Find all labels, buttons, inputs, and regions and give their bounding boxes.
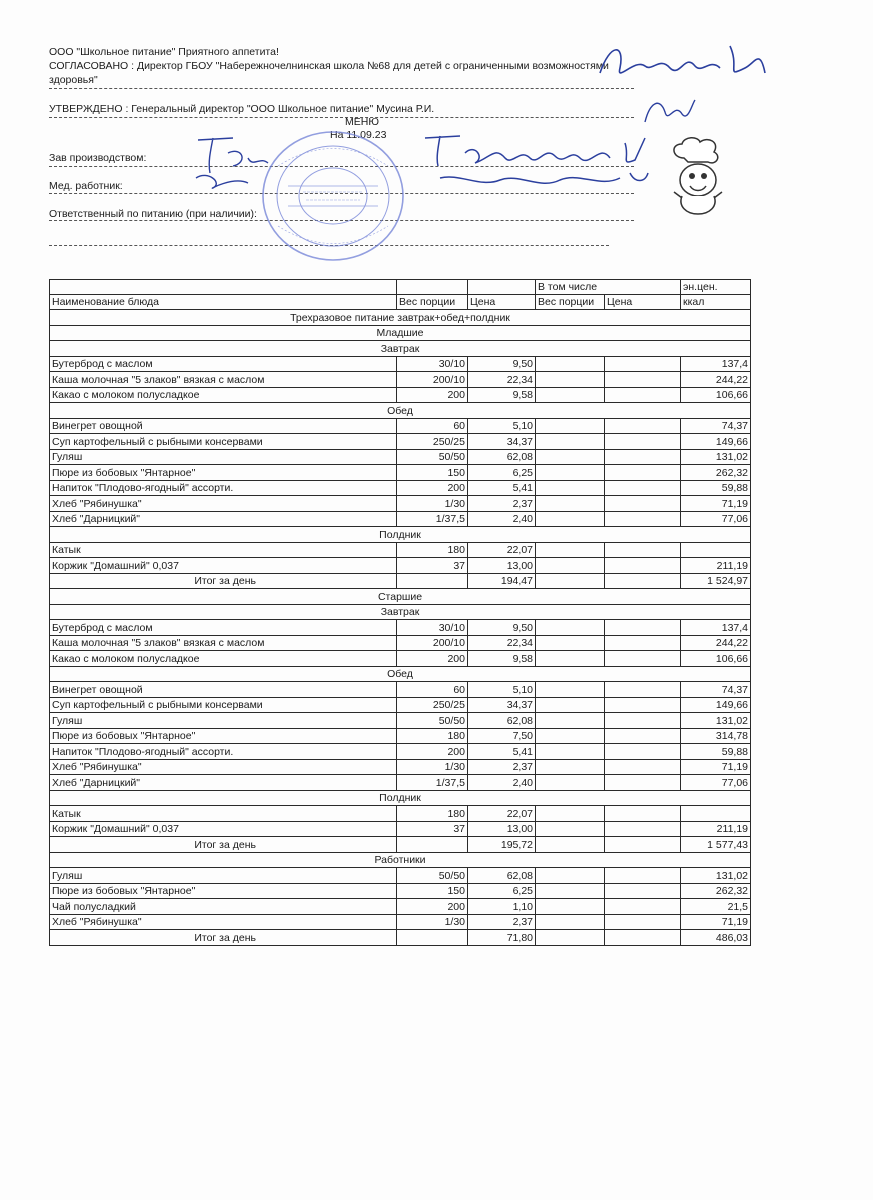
portion-weight: 1/30 <box>397 496 468 512</box>
total-price: 194,47 <box>468 573 536 589</box>
price: 5,10 <box>468 418 536 434</box>
energy-kcal: 149,66 <box>681 434 751 450</box>
including-portion <box>536 775 605 791</box>
including-price <box>605 697 681 713</box>
total-label: Итог за день <box>50 573 397 589</box>
dish-name: Гуляш <box>50 868 397 884</box>
portion-weight: 200 <box>397 480 468 496</box>
including-portion <box>536 620 605 636</box>
energy-kcal: 77,06 <box>681 775 751 791</box>
including-price <box>605 418 681 434</box>
header-including-portion: Вес порции <box>536 295 605 310</box>
including-portion <box>536 372 605 388</box>
including-price <box>605 465 681 481</box>
including-price <box>605 728 681 744</box>
dish-name: Какао с молоком полусладкое <box>50 387 397 403</box>
price: 6,25 <box>468 465 536 481</box>
price: 6,25 <box>468 883 536 899</box>
table-row <box>50 914 751 930</box>
portion-weight: 1/30 <box>397 759 468 775</box>
including-portion <box>536 465 605 481</box>
energy-kcal: 149,66 <box>681 697 751 713</box>
dish-name: Коржик "Домашний" 0,037 <box>50 821 397 837</box>
header-price-top <box>468 280 536 295</box>
including-price <box>605 480 681 496</box>
chef-mascot-logo <box>664 136 734 218</box>
dish-name: Хлеб "Дарницкий" <box>50 775 397 791</box>
including-price <box>605 511 681 527</box>
header-including-price: Цена <box>605 295 681 310</box>
including-price <box>605 883 681 899</box>
approved-line: УТВЕРЖДЕНО : Генеральный директор "ООО Школьное питание" Мусина Р.И. <box>49 103 435 115</box>
including-price <box>605 914 681 930</box>
energy-kcal: 262,32 <box>681 883 751 899</box>
including-portion <box>536 821 605 837</box>
including-portion <box>536 511 605 527</box>
total-portion <box>397 573 468 589</box>
meal-title-row <box>50 604 751 620</box>
divider <box>49 117 634 118</box>
including-portion <box>536 883 605 899</box>
energy-kcal: 131,02 <box>681 713 751 729</box>
energy-kcal: 71,19 <box>681 496 751 512</box>
portion-weight: 180 <box>397 542 468 558</box>
including-portion <box>536 806 605 822</box>
dish-name: Бутерброд с маслом <box>50 356 397 372</box>
energy-kcal: 314,78 <box>681 728 751 744</box>
total-portion <box>397 930 468 946</box>
production-manager-signature <box>420 128 660 198</box>
dish-name: Хлеб "Рябинушка" <box>50 496 397 512</box>
energy-kcal: 21,5 <box>681 899 751 915</box>
portion-weight: 50/50 <box>397 713 468 729</box>
price: 13,00 <box>468 821 536 837</box>
portion-weight: 200/10 <box>397 372 468 388</box>
portion-weight: 1/37,5 <box>397 775 468 791</box>
total-kcal: 1 577,43 <box>681 837 751 853</box>
portion-weight: 200 <box>397 387 468 403</box>
including-price <box>605 682 681 698</box>
portion-weight: 30/10 <box>397 620 468 636</box>
price: 5,41 <box>468 480 536 496</box>
including-portion <box>536 542 605 558</box>
header-energy: ккал <box>681 295 751 310</box>
energy-kcal: 77,06 <box>681 511 751 527</box>
portion-weight: 150 <box>397 465 468 481</box>
table-row <box>50 713 751 729</box>
table-row <box>50 821 751 837</box>
including-price <box>605 651 681 667</box>
price: 5,10 <box>468 682 536 698</box>
total-including-price <box>605 573 681 589</box>
price: 22,34 <box>468 635 536 651</box>
dish-name: Гуляш <box>50 449 397 465</box>
price: 62,08 <box>468 449 536 465</box>
portion-weight: 200/10 <box>397 635 468 651</box>
meal-title: Полдник <box>50 527 751 543</box>
table-row <box>50 449 751 465</box>
price: 34,37 <box>468 697 536 713</box>
energy-kcal: 244,22 <box>681 635 751 651</box>
meal-title-row <box>50 790 751 806</box>
energy-kcal: 106,66 <box>681 387 751 403</box>
portion-weight: 37 <box>397 821 468 837</box>
dish-name: Катык <box>50 542 397 558</box>
dish-name: Напиток "Плодово-ягодный" ассорти. <box>50 744 397 760</box>
total-including-portion <box>536 837 605 853</box>
including-price <box>605 899 681 915</box>
total-row <box>50 930 751 946</box>
header-portion-top <box>397 280 468 295</box>
energy-kcal: 211,19 <box>681 821 751 837</box>
price: 13,00 <box>468 558 536 574</box>
price: 5,41 <box>468 744 536 760</box>
price: 22,07 <box>468 806 536 822</box>
including-portion <box>536 682 605 698</box>
dish-name: Коржик "Домашний" 0,037 <box>50 558 397 574</box>
table-row <box>50 697 751 713</box>
meal-title: Обед <box>50 403 751 419</box>
energy-kcal: 59,88 <box>681 480 751 496</box>
table-row <box>50 542 751 558</box>
energy-kcal: 106,66 <box>681 651 751 667</box>
price: 2,37 <box>468 914 536 930</box>
including-portion <box>536 387 605 403</box>
portion-weight: 200 <box>397 744 468 760</box>
table-row <box>50 418 751 434</box>
including-price <box>605 356 681 372</box>
price: 9,58 <box>468 387 536 403</box>
dish-name: Чай полусладкий <box>50 899 397 915</box>
price: 22,07 <box>468 542 536 558</box>
dish-name: Бутерброд с маслом <box>50 620 397 636</box>
including-price <box>605 868 681 884</box>
table-row <box>50 883 751 899</box>
responsible-label: Ответственный по питанию (при наличии): <box>49 208 257 220</box>
energy-kcal: 137,4 <box>681 620 751 636</box>
table-row <box>50 480 751 496</box>
including-price <box>605 635 681 651</box>
table-row <box>50 620 751 636</box>
group-title: Младшие <box>50 325 751 341</box>
price: 2,40 <box>468 511 536 527</box>
including-portion <box>536 744 605 760</box>
price: 22,34 <box>468 372 536 388</box>
table-row <box>50 496 751 512</box>
energy-kcal: 137,4 <box>681 356 751 372</box>
energy-kcal: 74,37 <box>681 418 751 434</box>
including-portion <box>536 697 605 713</box>
agreed-line-continued: здоровья" <box>49 74 98 86</box>
portion-weight: 200 <box>397 899 468 915</box>
portion-weight: 50/50 <box>397 449 468 465</box>
including-portion <box>536 558 605 574</box>
price: 2,37 <box>468 759 536 775</box>
total-including-price <box>605 837 681 853</box>
portion-weight: 250/25 <box>397 697 468 713</box>
agreed-line: СОГЛАСОВАНО : Директор ГБОУ "Набережночелнинская школа №68 для детей с ограниченными возможностями <box>49 60 609 72</box>
total-label: Итог за день <box>50 837 397 853</box>
energy-kcal: 74,37 <box>681 682 751 698</box>
including-portion <box>536 434 605 450</box>
header-dish: Наименование блюда <box>50 295 397 310</box>
including-portion <box>536 480 605 496</box>
total-row <box>50 573 751 589</box>
table-row <box>50 465 751 481</box>
header-portion: Вес порции <box>397 295 468 310</box>
table-row <box>50 372 751 388</box>
total-including-portion <box>536 930 605 946</box>
portion-weight: 1/37,5 <box>397 511 468 527</box>
meal-title: Завтрак <box>50 341 751 357</box>
table-row <box>50 744 751 760</box>
portion-weight: 1/30 <box>397 914 468 930</box>
plan-row <box>50 310 751 326</box>
portion-weight: 250/25 <box>397 434 468 450</box>
including-price <box>605 744 681 760</box>
table-row <box>50 434 751 450</box>
including-portion <box>536 713 605 729</box>
dish-name: Пюре из бобовых "Янтарное" <box>50 883 397 899</box>
dish-name: Суп картофельный с рыбными консервами <box>50 434 397 450</box>
table-row <box>50 728 751 744</box>
menu-date: На 11.09.23 <box>330 129 387 141</box>
price: 9,50 <box>468 620 536 636</box>
total-kcal: 486,03 <box>681 930 751 946</box>
including-portion <box>536 759 605 775</box>
table-header-row <box>50 295 751 310</box>
table-row <box>50 356 751 372</box>
including-portion <box>536 418 605 434</box>
production-manager-label: Зав производством: <box>49 152 147 164</box>
table-row <box>50 759 751 775</box>
portion-weight: 30/10 <box>397 356 468 372</box>
energy-kcal: 211,19 <box>681 558 751 574</box>
price: 7,50 <box>468 728 536 744</box>
dish-name: Каша молочная "5 злаков" вязкая с маслом <box>50 635 397 651</box>
energy-kcal <box>681 806 751 822</box>
price: 1,10 <box>468 899 536 915</box>
including-portion <box>536 914 605 930</box>
meal-title: Завтрак <box>50 604 751 620</box>
total-including-price <box>605 930 681 946</box>
price: 62,08 <box>468 868 536 884</box>
including-price <box>605 759 681 775</box>
including-price <box>605 713 681 729</box>
approver-signature <box>640 92 700 132</box>
including-price <box>605 449 681 465</box>
table-row <box>50 682 751 698</box>
including-price <box>605 620 681 636</box>
header-price: Цена <box>468 295 536 310</box>
including-portion <box>536 651 605 667</box>
table-row <box>50 387 751 403</box>
table-row <box>50 899 751 915</box>
dish-name: Гуляш <box>50 713 397 729</box>
price: 62,08 <box>468 713 536 729</box>
including-price <box>605 558 681 574</box>
meal-title-row <box>50 666 751 682</box>
energy-kcal: 131,02 <box>681 449 751 465</box>
organization-stamp <box>258 126 408 266</box>
including-price <box>605 821 681 837</box>
dish-name: Хлеб "Рябинушка" <box>50 914 397 930</box>
meal-title-row <box>50 403 751 419</box>
including-portion <box>536 868 605 884</box>
portion-weight: 180 <box>397 806 468 822</box>
dish-name: Хлеб "Дарницкий" <box>50 511 397 527</box>
dish-name: Какао с молоком полусладкое <box>50 651 397 667</box>
including-price <box>605 496 681 512</box>
meal-title-row <box>50 527 751 543</box>
including-portion <box>536 496 605 512</box>
total-row <box>50 837 751 853</box>
dish-name: Каша молочная "5 злаков" вязкая с маслом <box>50 372 397 388</box>
table-row <box>50 806 751 822</box>
dish-name: Напиток "Плодово-ягодный" ассорти. <box>50 480 397 496</box>
including-price <box>605 387 681 403</box>
including-price <box>605 775 681 791</box>
group-title-row <box>50 589 751 605</box>
menu-title: МЕНЮ <box>345 116 379 128</box>
dish-name: Винегрет овощной <box>50 418 397 434</box>
energy-kcal: 71,19 <box>681 759 751 775</box>
production-manager-initials <box>188 128 278 198</box>
menu-table <box>49 279 751 946</box>
dish-name: Катык <box>50 806 397 822</box>
table-header-row-top <box>50 280 751 295</box>
dish-name: Хлеб "Рябинушка" <box>50 759 397 775</box>
divider <box>49 88 634 89</box>
dish-name: Винегрет овощной <box>50 682 397 698</box>
portion-weight: 50/50 <box>397 868 468 884</box>
director-signature <box>590 38 780 88</box>
energy-kcal: 262,32 <box>681 465 751 481</box>
including-portion <box>536 356 605 372</box>
including-portion <box>536 728 605 744</box>
price: 34,37 <box>468 434 536 450</box>
including-price <box>605 542 681 558</box>
portion-weight: 60 <box>397 418 468 434</box>
meal-title-row <box>50 341 751 357</box>
meal-title: Обед <box>50 666 751 682</box>
table-row <box>50 511 751 527</box>
total-including-portion <box>536 573 605 589</box>
including-price <box>605 434 681 450</box>
medic-label: Мед. работник: <box>49 180 123 192</box>
portion-weight: 150 <box>397 883 468 899</box>
price: 9,50 <box>468 356 536 372</box>
dish-name: Пюре из бобовых "Янтарное" <box>50 465 397 481</box>
energy-kcal <box>681 542 751 558</box>
price: 9,58 <box>468 651 536 667</box>
energy-kcal: 244,22 <box>681 372 751 388</box>
price: 2,37 <box>468 496 536 512</box>
dish-name: Пюре из бобовых "Янтарное" <box>50 728 397 744</box>
including-price <box>605 806 681 822</box>
energy-kcal: 59,88 <box>681 744 751 760</box>
group-title-row <box>50 852 751 868</box>
including-portion <box>536 449 605 465</box>
including-portion <box>536 635 605 651</box>
energy-kcal: 131,02 <box>681 868 751 884</box>
table-row <box>50 868 751 884</box>
plan-title: Трехразовое питание завтрак+обед+полдник <box>50 310 751 326</box>
table-row <box>50 651 751 667</box>
header-including: В том числе <box>536 280 681 295</box>
group-title-row <box>50 325 751 341</box>
header-dish-top <box>50 280 397 295</box>
header-energy-top: эн.цен. <box>681 280 751 295</box>
table-row <box>50 635 751 651</box>
dish-name: Суп картофельный с рыбными консервами <box>50 697 397 713</box>
total-label: Итог за день <box>50 930 397 946</box>
total-price: 71,80 <box>468 930 536 946</box>
org-line: ООО "Школьное питание" Приятного аппетита! <box>49 46 279 58</box>
group-title: Работники <box>50 852 751 868</box>
meal-title: Полдник <box>50 790 751 806</box>
energy-kcal: 71,19 <box>681 914 751 930</box>
table-row <box>50 775 751 791</box>
portion-weight: 200 <box>397 651 468 667</box>
portion-weight: 180 <box>397 728 468 744</box>
total-kcal: 1 524,97 <box>681 573 751 589</box>
total-price: 195,72 <box>468 837 536 853</box>
including-price <box>605 372 681 388</box>
including-portion <box>536 899 605 915</box>
table-row <box>50 558 751 574</box>
group-title: Старшие <box>50 589 751 605</box>
price: 2,40 <box>468 775 536 791</box>
portion-weight: 60 <box>397 682 468 698</box>
portion-weight: 37 <box>397 558 468 574</box>
total-portion <box>397 837 468 853</box>
